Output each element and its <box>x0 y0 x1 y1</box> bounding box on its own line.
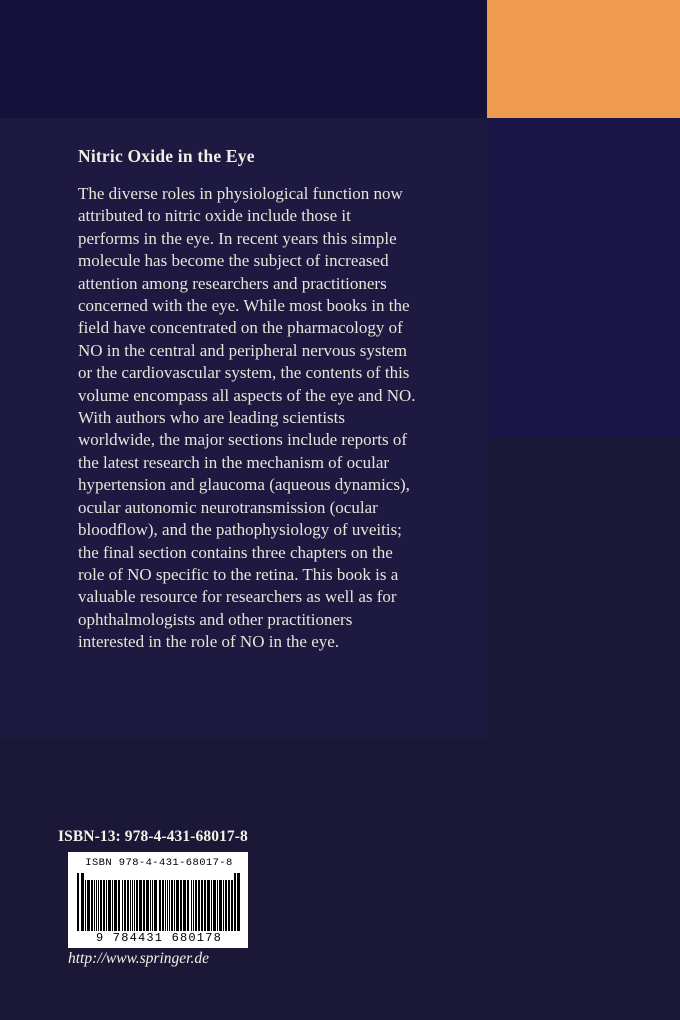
barcode-bars <box>77 873 241 931</box>
isbn-text: ISBN-13: 978-4-431-68017-8 <box>58 828 248 845</box>
barcode-caption: ISBN 978-4-431-68017-8 <box>85 857 233 869</box>
barcode <box>68 852 248 948</box>
book-title: Nitric Oxide in the Eye <box>78 146 255 166</box>
book-description: The diverse roles in physiological function now attributed to nitric oxide include those it performs in the eye. In recent years this simple molecule has become the subject of increased attention among researchers and practitioners concerned with the eye. While most books in the field have concentrated on the pharmacology of NO in the central and peripheral nervous system or the cardiovascular system, the contents of this volume encompass all aspects of the eye and NO. With authors who are leading scientists worldwide, the major sections include reports of the latest research in the mechanism of ocular hypertension and glaucoma (aqueous dynamics), ocular autonomic neurotransmission (ocular bloodflow), and the pathophysiology of uveitis; the final section contains three chapters on the role of NO specific to the retina. This book is a valuable resource for researchers as well as for ophthalmologists and other practitioners interested in the role of NO in the eye. <box>78 184 416 652</box>
barcode-digits: 9 784431 680178 <box>95 931 223 945</box>
publisher-url: http://www.springer.de <box>68 950 209 967</box>
